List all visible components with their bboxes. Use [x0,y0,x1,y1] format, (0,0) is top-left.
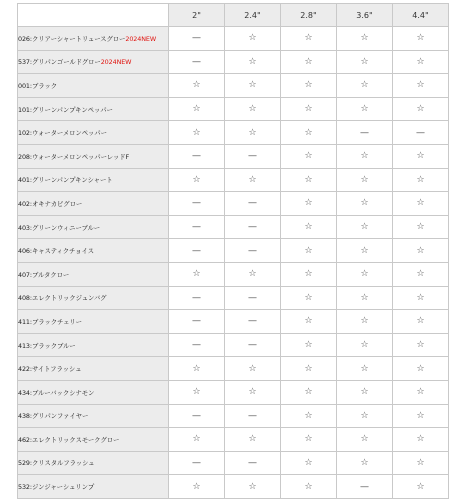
availability-cell: ☆ [225,357,281,381]
availability-cell: — [169,404,225,428]
availability-cell: — [169,50,225,74]
availability-cell: ☆ [337,50,393,74]
availability-cell: ☆ [393,310,449,334]
availability-cell: — [225,333,281,357]
availability-cell: ☆ [337,168,393,192]
table-row [18,168,449,192]
table-row [18,428,449,452]
availability-cell: ☆ [169,428,225,452]
header-row [18,4,449,27]
color-name: 537:グリパンゴールドグロー [18,58,101,67]
availability-cell: ☆ [281,121,337,145]
availability-cell: — [169,239,225,263]
availability-cell: — [225,310,281,334]
availability-cell: ☆ [281,144,337,168]
color-name: 102:ウォーターメロンペッパー [18,129,107,138]
availability-cell: ☆ [281,192,337,216]
availability-cell: ☆ [337,215,393,239]
availability-cell: — [337,475,393,499]
table-row [18,239,449,263]
color-name-cell [18,475,169,499]
size-header: 3.6" [337,4,393,27]
color-name: 413:ブラックブルー [18,341,76,350]
table-row [18,215,449,239]
color-name: 407:ブルタクロー [18,270,70,279]
availability-cell: ☆ [337,428,393,452]
availability-cell: ☆ [393,286,449,310]
color-name-cell [18,144,169,168]
color-name-cell [18,239,169,263]
availability-cell: — [169,144,225,168]
availability-cell: ☆ [169,74,225,98]
table-row [18,357,449,381]
availability-cell: ☆ [281,239,337,263]
availability-cell: — [393,121,449,145]
color-name-cell [18,428,169,452]
color-name-cell [18,74,169,98]
color-name-cell [18,357,169,381]
color-size-table [17,3,449,499]
availability-cell: ☆ [169,475,225,499]
availability-cell: ☆ [169,262,225,286]
availability-cell: — [169,215,225,239]
availability-cell: — [169,451,225,475]
availability-cell: ☆ [225,168,281,192]
table-row [18,475,449,499]
color-name: 532:ジンジャーシュリンプ [18,483,95,492]
color-name: 208:ウォーターメロンペッパーレッドF [18,152,130,161]
table-row [18,380,449,404]
color-name-cell [18,380,169,404]
availability-cell: — [225,215,281,239]
availability-cell: ☆ [281,50,337,74]
availability-cell: ☆ [225,428,281,452]
table-row [18,27,449,51]
color-name-cell [18,121,169,145]
availability-cell: ☆ [337,144,393,168]
availability-cell: — [337,121,393,145]
color-name-cell [18,310,169,334]
availability-cell: ☆ [225,380,281,404]
availability-cell: ☆ [337,262,393,286]
availability-cell: ☆ [281,451,337,475]
color-name: 462:エレクトリックスモークグロー [18,435,120,444]
color-name-cell [18,168,169,192]
availability-cell: ☆ [281,475,337,499]
color-name-cell [18,50,169,74]
availability-cell: ☆ [337,97,393,121]
availability-cell: — [169,310,225,334]
color-name: 411:ブラックチェリー [18,317,82,326]
table-row [18,144,449,168]
availability-cell: ☆ [393,27,449,51]
color-name: 026:クリアーシャートリュースグロー [18,34,126,43]
color-name-cell [18,215,169,239]
availability-cell: ☆ [393,50,449,74]
table-row [18,74,449,98]
availability-cell: — [169,286,225,310]
table-row [18,333,449,357]
color-name: 101:グリーンパンプキンペッパー [18,105,113,114]
availability-cell: ☆ [393,168,449,192]
color-name: 406:キャスティクチョイス [18,247,94,256]
availability-cell: ☆ [281,74,337,98]
availability-cell: ☆ [337,286,393,310]
availability-cell: ☆ [393,215,449,239]
table-row [18,121,449,145]
availability-cell: ☆ [281,286,337,310]
table-body [18,27,449,499]
availability-cell: ☆ [169,168,225,192]
availability-cell: — [169,333,225,357]
availability-cell: ☆ [337,192,393,216]
size-header: 4.4" [393,4,449,27]
availability-cell: ☆ [281,262,337,286]
availability-cell: ☆ [169,97,225,121]
availability-cell: ☆ [337,27,393,51]
availability-cell: ☆ [393,380,449,404]
availability-cell: ☆ [337,380,393,404]
availability-cell: ☆ [393,475,449,499]
availability-cell: ☆ [281,310,337,334]
color-name-cell [18,97,169,121]
availability-cell: — [225,451,281,475]
new-badge: 2024NEW [125,34,157,43]
size-header: 2.4" [225,4,281,27]
availability-cell: ☆ [281,404,337,428]
availability-cell: ☆ [281,168,337,192]
color-name: 408:エレクトリックジュンバグ [18,294,107,303]
availability-cell: — [225,144,281,168]
availability-cell: ☆ [225,475,281,499]
availability-cell: ☆ [337,451,393,475]
availability-cell: ☆ [225,262,281,286]
availability-cell: ☆ [337,74,393,98]
table-row [18,310,449,334]
size-header: 2.8" [281,4,337,27]
color-name-cell [18,451,169,475]
availability-cell: ☆ [225,27,281,51]
color-name-cell [18,27,169,51]
color-name: 529:クリスタルフラッシュ [18,459,95,468]
color-name: 422:サイトフラッシュ [18,365,82,374]
availability-cell: ☆ [281,357,337,381]
color-name-cell [18,404,169,428]
color-name: 402:オキナカピグロー [18,199,83,208]
table-row [18,192,449,216]
table-row [18,451,449,475]
color-name: 434:ブルーバックシナモン [18,388,95,397]
availability-cell: — [225,239,281,263]
color-name-cell [18,333,169,357]
availability-cell: ☆ [281,428,337,452]
availability-cell: ☆ [393,144,449,168]
availability-cell: ☆ [225,50,281,74]
availability-cell: — [169,27,225,51]
availability-cell: — [169,192,225,216]
availability-cell: ☆ [169,121,225,145]
availability-cell: ☆ [393,333,449,357]
color-name-cell [18,192,169,216]
table-header [18,4,449,27]
availability-cell: ☆ [225,74,281,98]
availability-cell: ☆ [337,333,393,357]
availability-cell: ☆ [281,333,337,357]
color-name: 001:ブラック [18,81,57,90]
availability-cell: ☆ [393,239,449,263]
color-name: 438:グリパンファイヤー [18,412,89,421]
availability-cell: ☆ [337,310,393,334]
new-badge: 2024NEW [100,58,132,67]
availability-cell: ☆ [169,380,225,404]
availability-cell: ☆ [169,357,225,381]
size-header: 2" [169,4,225,27]
availability-cell: ☆ [393,97,449,121]
table-row [18,262,449,286]
availability-cell: ☆ [225,97,281,121]
table-row [18,50,449,74]
availability-cell: ☆ [337,239,393,263]
availability-cell: ☆ [393,428,449,452]
availability-cell: ☆ [281,380,337,404]
table-row [18,97,449,121]
color-name-cell [18,286,169,310]
table-row [18,286,449,310]
availability-cell: ☆ [281,27,337,51]
table-row [18,404,449,428]
availability-cell: ☆ [281,215,337,239]
availability-cell: ☆ [393,74,449,98]
availability-cell: — [225,286,281,310]
availability-cell: — [225,192,281,216]
availability-cell: ☆ [393,192,449,216]
availability-cell: ☆ [337,357,393,381]
availability-cell: — [225,404,281,428]
availability-cell: ☆ [225,121,281,145]
availability-cell: ☆ [393,357,449,381]
color-name: 401:グリーンパンプキンシャート [18,176,113,185]
availability-cell: ☆ [337,404,393,428]
header-corner [18,4,169,27]
availability-cell: ☆ [393,262,449,286]
color-name: 403:グリーンウィニーブルー [18,223,101,232]
color-name-cell [18,262,169,286]
availability-cell: ☆ [393,451,449,475]
availability-cell: ☆ [393,404,449,428]
availability-cell: ☆ [281,97,337,121]
